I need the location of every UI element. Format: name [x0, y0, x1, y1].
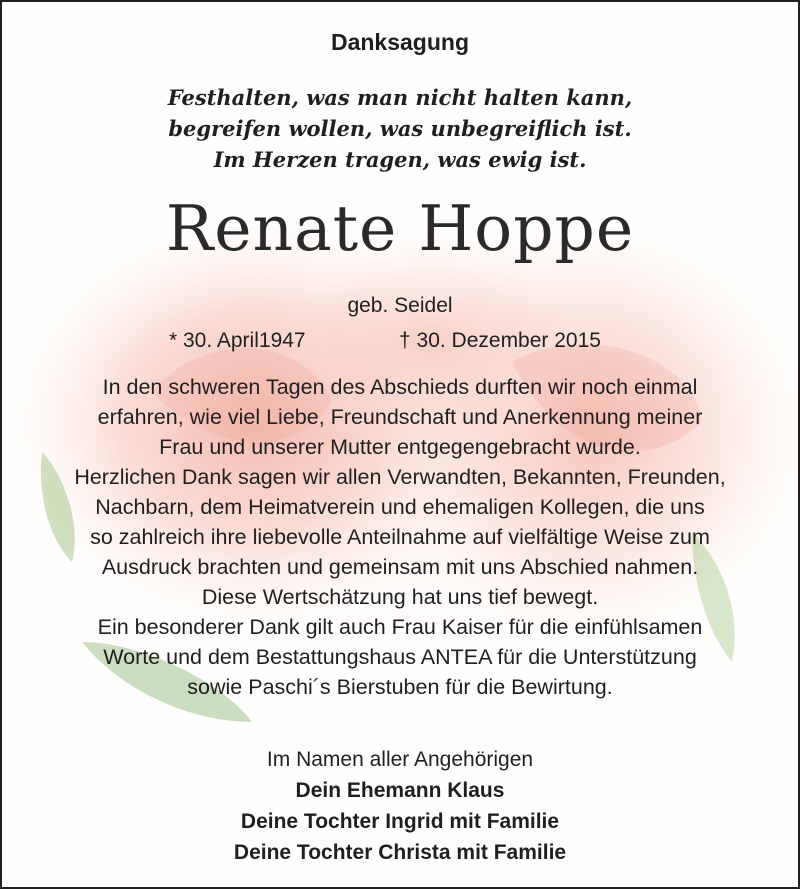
signature-line: Deine Tochter Christa mit Familie	[233, 841, 567, 864]
signature-line: Dein Ehemann Klaus	[295, 779, 505, 802]
body-line: Frau und unserer Mutter entgegengebracht wurde.	[159, 435, 641, 459]
body-line: Ausdruck brachten und gemeinsam mit uns Abschied nahmen.	[101, 555, 699, 579]
quote-block	[2, 82, 798, 175]
death-date: † 30. Dezember 2015	[399, 329, 601, 352]
quote-line: begreifen wollen, was unbegreiflich ist.	[168, 116, 632, 141]
body-line: Ein besonderer Dank gilt auch Frau Kaiser für die einfühlsamen	[97, 615, 703, 639]
quote-line: Festhalten, was man nicht halten kann,	[167, 85, 633, 110]
body-line: Diese Wertschätzung hat uns tief bewegt.	[201, 585, 599, 609]
deceased-name: Renate Hoppe	[165, 192, 635, 265]
body-line: Nachbarn, dem Heimatverein und ehemaligen Kollegen, die uns	[95, 495, 705, 519]
signature-line: Deine Tochter Ingrid mit Familie	[240, 810, 560, 833]
signature-intro: Im Namen aller Angehörigen	[266, 748, 534, 771]
signature-block	[2, 744, 798, 868]
body-line: so zahlreich ihre liebevolle Anteilnahme auf vielfältige Weise zum	[90, 525, 710, 549]
body-line: Worte und dem Bestattungshaus ANTEA für die Unterstützung	[103, 645, 697, 669]
birth-date: * 30. April1947	[169, 329, 306, 352]
body-line: sowie Paschi´s Bierstuben für die Bewirtung.	[187, 675, 613, 699]
heading-danksagung: Danksagung	[330, 29, 470, 55]
body-line: In den schweren Tagen des Abschieds durften wir noch einmal	[102, 375, 698, 399]
birth-name: geb. Seidel	[347, 294, 453, 317]
body-line: Herzlichen Dank sagen wir allen Verwandten, Bekannten, Freunden,	[74, 465, 726, 489]
quote-line: Im Herzen tragen, was ewig ist.	[213, 147, 587, 172]
body-line: erfahren, wie viel Liebe, Freundschaft und Anerkennung meiner	[97, 405, 703, 429]
thank-you-text	[2, 372, 798, 702]
